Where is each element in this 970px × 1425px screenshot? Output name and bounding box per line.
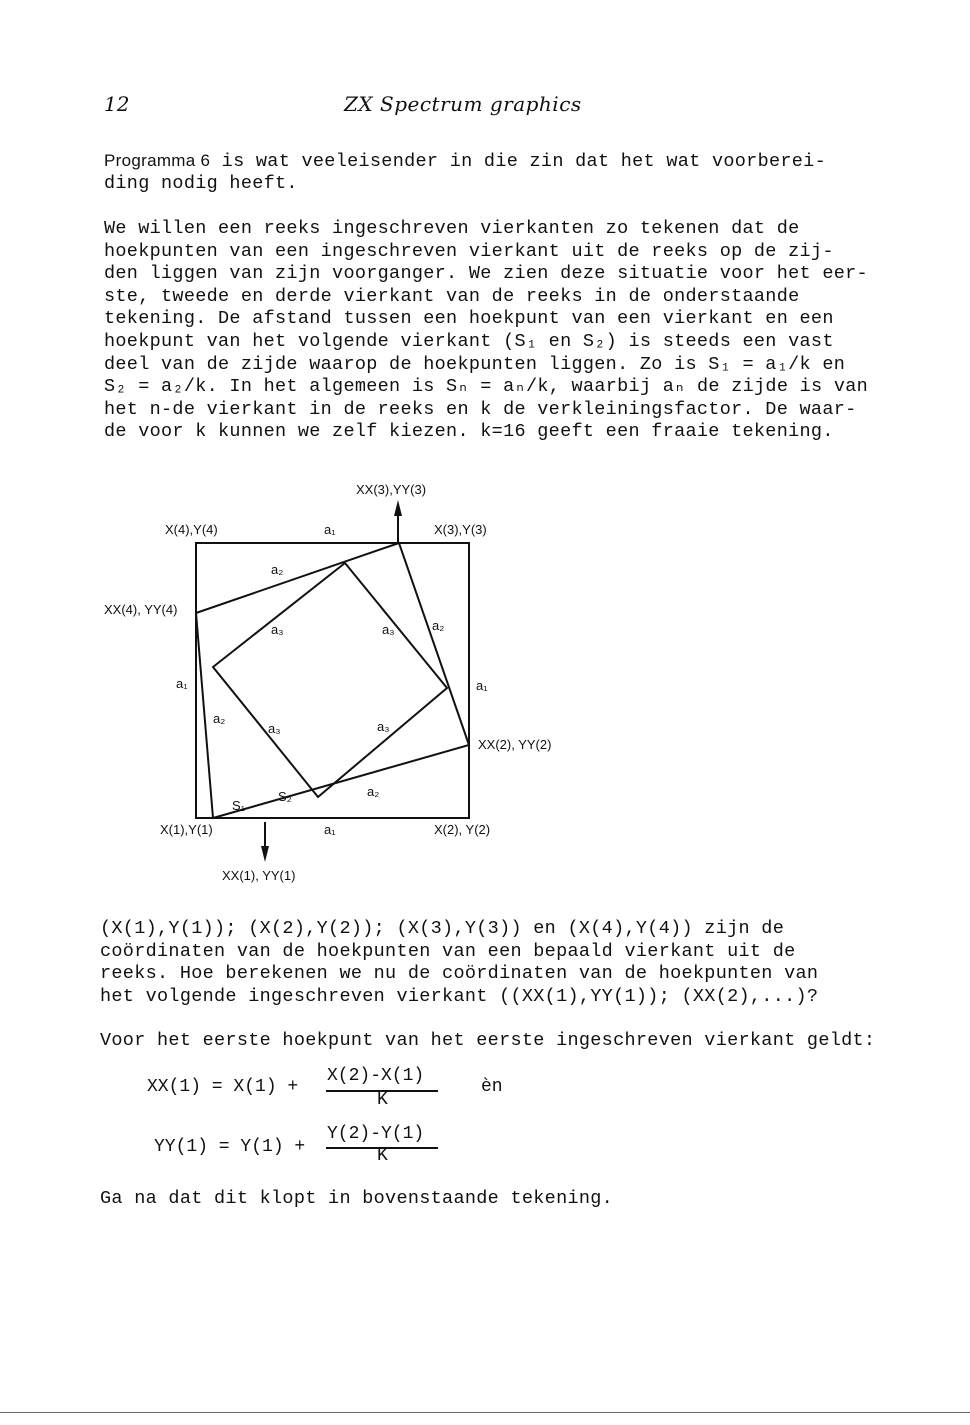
coordinates-line: coördinaten van de hoekpunten van een bepaald vierkant uit de — [100, 940, 796, 962]
inscribed-squares-figure — [0, 470, 970, 890]
equation-yy1-denominator: K — [377, 1146, 388, 1166]
label-xx2: XX(2), YY(2) — [478, 737, 552, 752]
description-line: deel van de zijde waarop de hoekpunten liggen. Zo is S₁ = a₁/k en — [104, 353, 846, 375]
description-line: ste, tweede en derde vierkant van de reeks in de onderstaande — [104, 285, 800, 307]
description-line: de voor k kunnen we zelf kiezen. k=16 geeft een fraaie tekening. — [104, 421, 834, 443]
label-x2: X(2), Y(2) — [434, 822, 491, 837]
label-a2-right: a₂ — [432, 618, 445, 633]
arrow-down-head — [261, 846, 269, 862]
page-number: 12 — [104, 92, 130, 116]
label-x1: X(1),Y(1) — [160, 822, 213, 837]
program-reference: Programma 6 — [104, 151, 211, 170]
label-xx1: XX(1), YY(1) — [222, 868, 296, 883]
description-line: het n-de vierkant in de reeks en k de verkleiningsfactor. De waar- — [104, 398, 857, 420]
paragraph-exercise — [100, 1188, 860, 1211]
label-x4: X(4),Y(4) — [165, 522, 218, 537]
first-vertex-line: Voor het eerste hoekpunt van het eerste ingeschreven vierkant geldt: — [100, 1030, 876, 1051]
paragraph-intro-line-2: ding nodig heeft. — [104, 172, 298, 194]
equation-xx1-lhs: XX(1) = X(1) + — [147, 1077, 299, 1097]
coordinates-line: (X(1),Y(1)); (X(2),Y(2)); (X(3),Y(3)) en (X(4),Y(4)) zijn de — [100, 918, 785, 939]
label-a1-top: a₁ — [324, 522, 336, 537]
label-a2-left: a₂ — [213, 711, 226, 726]
coordinates-line: reeks. Hoe berekenen we nu de coördinaten van de hoekpunten van — [100, 963, 819, 985]
equation-xx1-numerator: X(2)-X(1) — [327, 1066, 425, 1086]
description-line: We willen een reeks ingeschreven vierkanten zo tekenen dat de — [104, 218, 800, 239]
label-a1-left: a₁ — [176, 676, 188, 691]
label-a3-lower-left: a₃ — [268, 721, 281, 736]
second-square — [196, 543, 469, 818]
running-title: ZX Spectrum graphics — [344, 92, 582, 116]
paragraph-first-vertex — [100, 1030, 876, 1053]
label-a1-right: a₁ — [476, 678, 488, 693]
label-a2-top: a₂ — [271, 562, 284, 577]
label-xx3: XX(3),YY(3) — [356, 482, 427, 497]
page-bottom-rule — [0, 1412, 970, 1413]
equation-yy1-numerator: Y(2)-Y(1) — [327, 1124, 425, 1144]
description-line: S₂ = a₂/k. In het algemeen is Sₙ = aₙ/k, waarbij aₙ de zijde is van — [104, 376, 869, 398]
label-a3-upper-left: a₃ — [271, 622, 284, 637]
equation-xx1-denominator: K — [377, 1090, 388, 1110]
arrow-up-head — [394, 500, 402, 516]
label-a1-bottom: a₁ — [324, 822, 336, 837]
equation-yy1-lhs: YY(1) = Y(1) + — [154, 1137, 306, 1157]
description-line: hoekpunt van het volgende vierkant (S₁ en S₂) is steeds een vast — [104, 330, 834, 352]
label-s1: S₁ — [232, 798, 246, 813]
label-xx4: XX(4), YY(4) — [104, 602, 178, 617]
label-a3-lower-right: a₃ — [377, 719, 390, 734]
description-line: tekening. De afstand tussen een hoekpunt van een vierkant en een — [104, 308, 834, 330]
paragraph-coordinates — [100, 918, 860, 1008]
paragraph-description — [104, 218, 869, 444]
coordinates-line: het volgende ingeschreven vierkant ((XX(1),YY(1)); (XX(2),...)? — [100, 985, 819, 1007]
description-line: hoekpunten van een ingeschreven vierkant uit de reeks op de zij- — [104, 240, 834, 262]
label-x3: X(3),Y(3) — [434, 522, 487, 537]
description-line: den liggen van zijn voorganger. We zien deze situatie voor het eer- — [104, 263, 868, 285]
label-a2-bottom: a₂ — [367, 784, 380, 799]
paragraph-intro — [104, 150, 864, 195]
paragraph-intro-line-1: is wat veeleisender in die zin dat het wat voorberei- — [210, 151, 826, 172]
outer-square — [196, 543, 469, 818]
equation-xx1-suffix: èn — [481, 1077, 503, 1097]
label-a3-upper-right: a₃ — [382, 622, 395, 637]
label-s2: S₂ — [278, 789, 292, 804]
exercise-line: Ga na dat dit klopt in bovenstaande tekening. — [100, 1188, 614, 1209]
